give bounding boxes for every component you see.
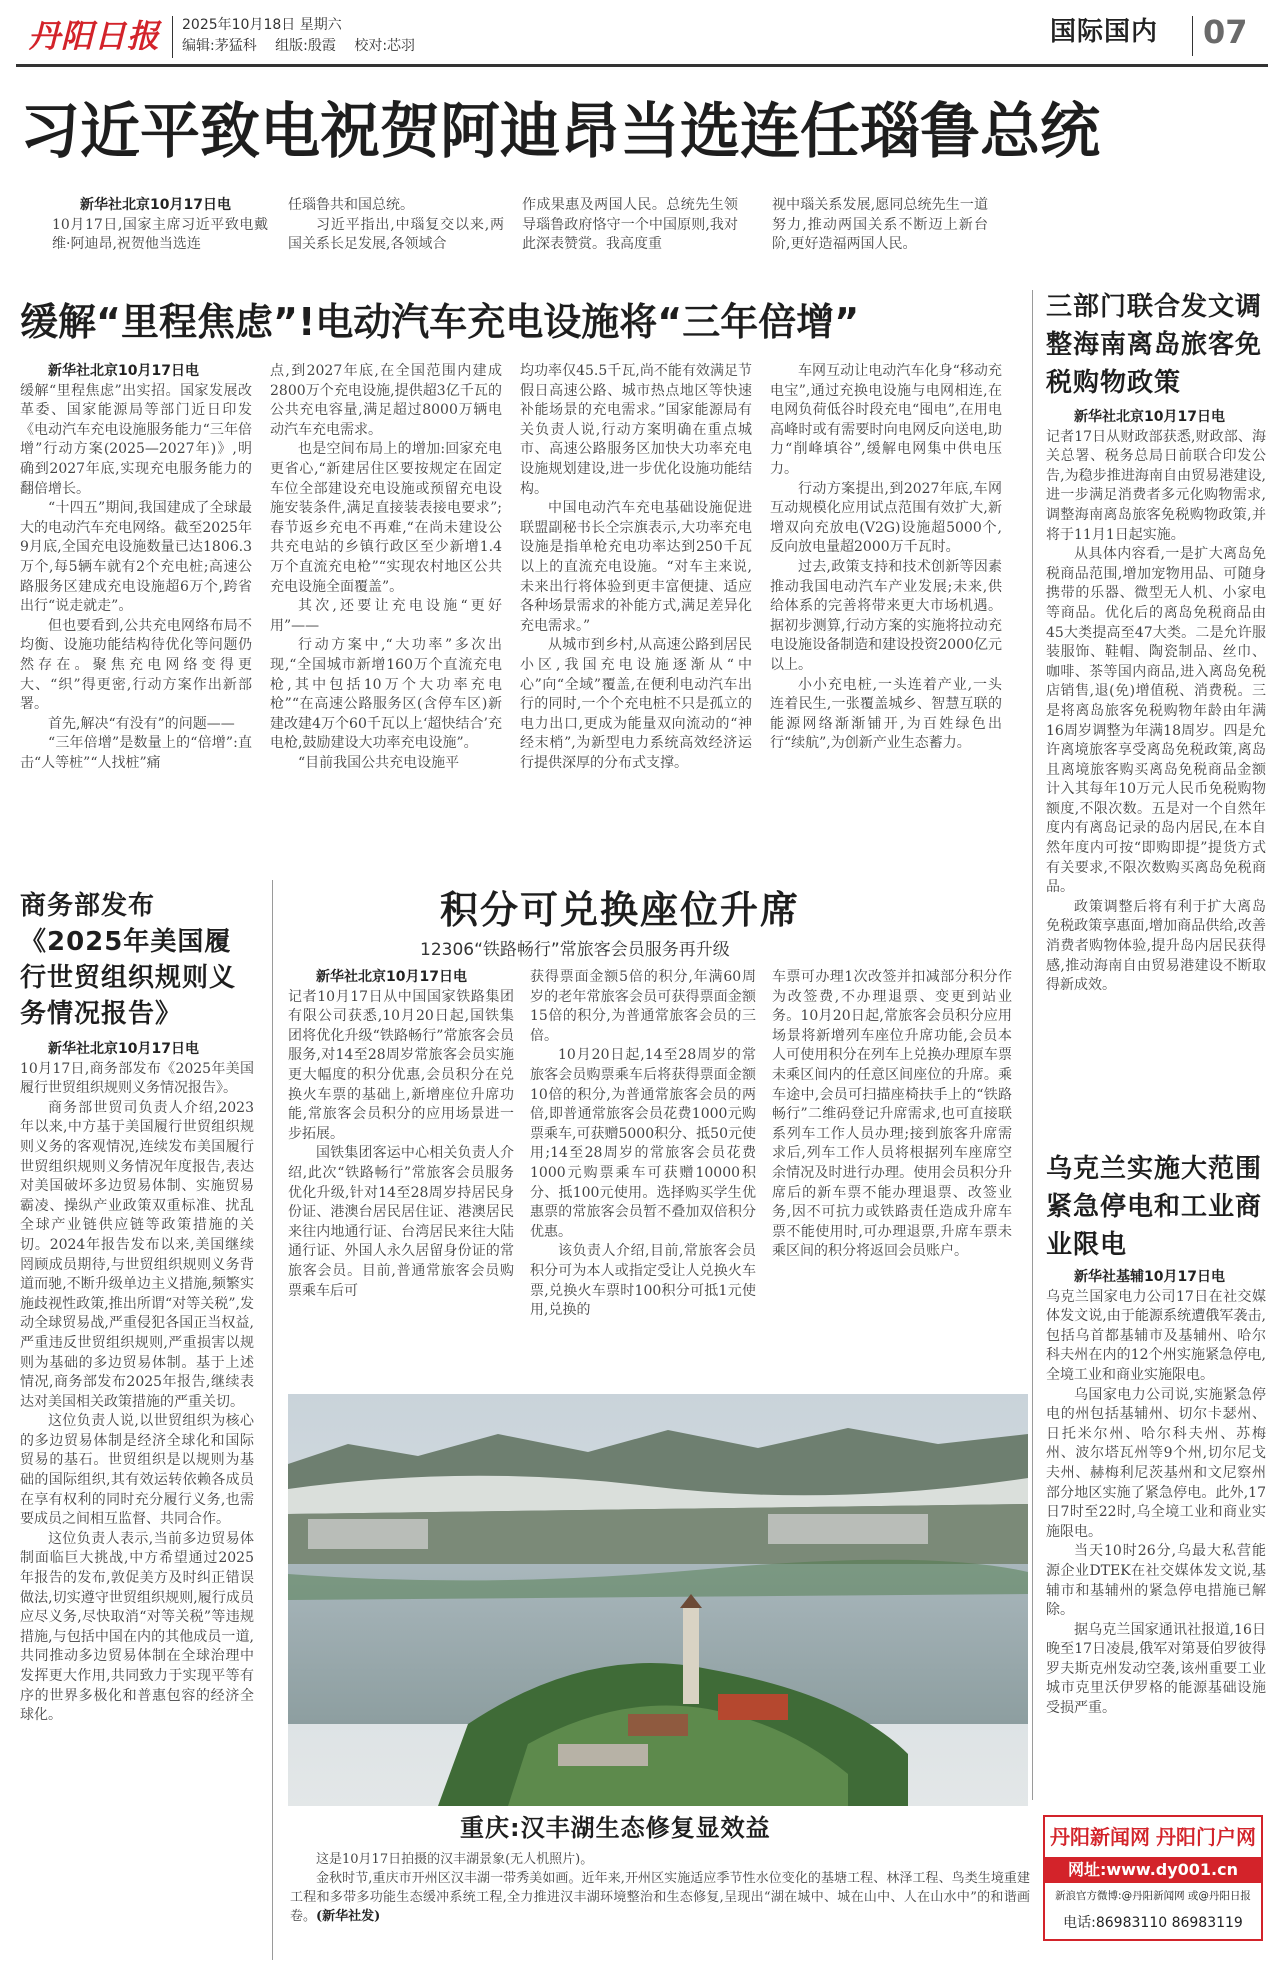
- ev-paragraph: 但也要看到,公共充电网络布局不均衡、设施功能结构待优化等问题仍然存在。聚焦充电网络变得更大、“织”得更密,行动方案作出新部署。: [20, 617, 252, 713]
- lead-paragraph: 视中瑙关系发展,愿同总统先生一道努力,推动两国关系不断迈上新台阶,更好造福两国人民。: [772, 197, 988, 253]
- rail-dateline: 新华社北京10月17日电: [316, 969, 467, 985]
- ev-paragraph: “十四五”期间,我国建成了全球最大的电动汽车充电网络。截至2025年9月底,全国充电设施数量已达1806.3万个,每5辆车就有2个充电桩;高速公路服务区建成充电设施超6万个,跨省出行“说走就走”。: [20, 500, 252, 615]
- photo-credit: (新华社发): [316, 1909, 381, 1924]
- photo-caption: [290, 1850, 1030, 1926]
- photo-caption-line: 这是10月17日拍摄的汉丰湖景象(无人机照片)。: [316, 1852, 594, 1867]
- wto-headline: 商务部发布《2025年美国履行世贸组织规则义务情况报告》: [20, 891, 237, 1029]
- rail-col-2: [530, 968, 756, 1384]
- lead-paragraph: 作成果惠及两国人民。总统先生领导瑙鲁政府恪守一个中国原则,我对此深表赞赏。我高度重: [522, 197, 738, 253]
- issue-date: 2025年10月18日 星期六: [182, 17, 342, 33]
- wto-paragraph: 10月17日,商务部发布《2025年美国履行世贸组织规则义务情况报告》。: [20, 1060, 254, 1097]
- ev-col-1: [20, 362, 252, 870]
- rail-col-1: [288, 968, 514, 1384]
- ev-col-4: [770, 362, 1002, 870]
- hainan-paragraph: 政策调整后将有利于扩大离岛免税政策享惠面,增加商品供给,改善消费者购物体验,提升岛内居民获得感,推动海南自由贸易港建设不断取得新成效。: [1046, 898, 1266, 994]
- photo-caption-text: 金秋时节,重庆市开州区汉丰湖一带秀美如画。近年来,开州区实施适应季节性水位变化的基塘工程、林泽工程、鸟类生境重建工程和多带多功能生态缓冲系统工程,全力推进汉丰湖环境整治和生态修复,呈现出“湖在城中、城在山中、人在山水中”的和谐画卷。: [290, 1871, 1030, 1924]
- ev-paragraph: 过去,政策支持和技术创新等因素推动我国电动汽车产业发展;未来,供给体系的完善将带来更大市场机遇。据初步测算,行动方案的实施将拉动充电设施设备制造和建设投资2000亿元以上。: [770, 558, 1002, 673]
- rail-paragraph: 获得票面金额5倍的积分,年满60周岁的老年常旅客会员可获得票面金额15倍的积分,为普通常旅客会员的三倍。: [530, 969, 756, 1044]
- ev-paragraph: 其次,还要让充电设施“更好用”——: [270, 598, 502, 634]
- ev-paragraph: 也是空间布局上的增加:回家充电更省心,“新建居住区要按规定在固定车位全部建设充电设施或预留充电设施安装条件,满足直接装表接电要求”;春节返乡充电不再难,“在尚未建设公共充电站的乡镇行政区至少新增1.4万个直流充电枪”“实现农村地区公共充电设施全面覆盖”。: [270, 441, 502, 595]
- ev-paragraph: “目前我国公共充电设施平: [298, 754, 460, 771]
- lead-paragraph: 10月17日,国家主席习近平致电戴维·阿迪昂,祝贺他当选连: [52, 216, 268, 253]
- ad-site-1: 丹阳新闻网: [1050, 1825, 1150, 1849]
- ad-phone: 电话:86983110 86983119: [1063, 1915, 1243, 1931]
- photo-caption-body: [290, 1869, 1030, 1926]
- ad-site-names: [1045, 1817, 1261, 1857]
- ukraine-dateline: 新华社基辅10月17日电: [1074, 1269, 1225, 1285]
- masthead-divider: [172, 16, 173, 58]
- ev-headline: 缓解“里程焦虑”!电动汽车充电设施将“三年倍增”: [20, 300, 860, 344]
- aerial-lake-illustration: [288, 1394, 1028, 1806]
- section-divider: [1192, 16, 1193, 56]
- wto-paragraph: 商务部世贸司负责人介绍,2023年以来,中方基于美国履行世贸组织规则义务的客观情况,连续发布美国履行世贸组织规则义务情况年度报告,表达对美国破坏多边贸易体制、实施贸易霸凌、操纵产业政策双重标准、扰乱全球产业链供应链等政策措施的关切。2024年报告发布以来,美国继续罔顾成员期待,与世贸组织规则义务背道而驰,不断升级单边主义措施,频繁实施歧视性政策,推出所谓“对等关税”,发动全球贸易战,严重侵犯各国正当权益,严重违反世贸组织规则,严重损害以规则为基础的多边贸易体制。基于上述情况,商务部发布2025年报告,继续表达对美国相关政策措施的严重关切。: [20, 1099, 254, 1410]
- proofreader-credit: 校对:芯羽: [354, 38, 416, 54]
- ukraine-paragraph: 据乌克兰国家通讯社报道,16日晚至17日凌晨,俄军对第聂伯罗彼得罗夫斯克州发动空袭,该州重要工业城市克里沃伊罗格的能源基础设施受损严重。: [1046, 1621, 1266, 1717]
- left-rail-divider: [272, 880, 273, 1960]
- lead-col-3: [522, 196, 738, 278]
- lead-col-4: [772, 196, 988, 278]
- rail-paragraph: 该负责人介绍,目前,常旅客会员积分可为本人或指定受让人兑换火车票,兑换火车票时100积分可抵1元使用,兑换的: [530, 1243, 756, 1319]
- ev-paragraph: 缓解“里程焦虑”出实招。国家发展改革委、国家能源局等部门近日印发《电动汽车充电设施服务能力“三年倍增”行动方案(2025—2027年)》,明确到2027年底,实现充电服务能力的翻倍增长。: [20, 382, 252, 497]
- ev-paragraph: 车网互动让电动汽车化身“移动充电宝”,通过充换电设施与电网相连,在电网负荷低谷时段充电“囤电”,在用电高峰时或有需要时向电网反向送电,助力“削峰填谷”,缓解电网集中供电压力。: [770, 363, 1002, 477]
- ev-paragraph: 均功率仅45.5千瓦,尚不能有效满足节假日高速公路、城市热点地区等快速补能场景的充电需求。”国家能源局有关负责人说,行动方案明确在重点城市、高速公路服务区加快大功率充电设施规划建设,进一步优化设施功能结构。: [520, 363, 752, 497]
- ad-site-2: 丹阳门户网: [1156, 1825, 1256, 1849]
- hainan-headline: 三部门联合发文调整海南离岛旅客免税购物政策: [1046, 292, 1263, 398]
- ukraine-paragraph: 乌国家电力公司说,实施紧急停电的州包括基辅州、切尔卡瑟州、日托米尔州、哈尔科夫州、苏梅州、波尔塔瓦州等9个州,切尔尼戈夫州、赫梅利尼茨基州和文尼察州部分地区实施了紧急停电。此外,17日7时至22时,乌全境工业和商业实施限电。: [1046, 1386, 1266, 1540]
- wto-paragraph: 这位负责人表示,当前多边贸易体制面临巨大挑战,中方希望通过2025年报告的发布,敦促美方及时纠正错误做法,切实遵守世贸组织规则,履行成员应尽义务,尽快取消“对等关税”等违规措施,与包括中国在内的其他成员一道,共同推动多边贸易体制在全球治理中发挥更大作用,共同致力于实现平等有序的世界多极化和普惠包容的经济全球化。: [20, 1530, 254, 1724]
- wto-dateline: 新华社北京10月17日电: [48, 1041, 199, 1057]
- hainan-paragraph: 记者17日从财政部获悉,财政部、海关总署、税务总局日前联合印发公告,为稳步推进海南自由贸易港建设,进一步满足消费者多元化购物需求,调整海南离岛旅客免税购物政策,并将于11月1日起实施。: [1046, 428, 1266, 543]
- rail-paragraph: 国铁集团客运中心相关负责人介绍,此次“铁路畅行”常旅客会员服务优化升级,针对14至28周岁持居民身份证、港澳台居民居住证、港澳居民来往内地通行证、台湾居民来往大陆通行证、外国人永久居留身份证的常旅客会员。目前,普通常旅客会员购票乘车后可: [288, 1145, 514, 1299]
- hainan-dateline: 新华社北京10月17日电: [1074, 409, 1225, 425]
- masthead-rule: [16, 64, 1268, 67]
- rail-paragraph: 记者10月17日从中国国家铁路集团有限公司获悉,10月20日起,国铁集团将优化升级“铁路畅行”常旅客会员服务,对14至28周岁常旅客会员实施更大幅度的积分优惠,会员积分在兑换火车票的基础上,新增座位升席功能,常旅客会员积分的应用场景进一步拓展。: [288, 988, 514, 1142]
- layout-credit: 组版:殷霞: [275, 38, 336, 54]
- ev-paragraph: 行动方案中,“大功率”多次出现,“全国城市新增160万个直流充电枪,其中包括10万个大功率充电枪”“在高速公路服务区(含停车区)新建改建4万个60千瓦以上‘超快结合’充电枪,鼓励建设大功率充电设施”。: [270, 637, 502, 752]
- hanfeng-lake-photo: [288, 1394, 1028, 1806]
- ukraine-paragraph: 乌克兰国家电力公司17日在社交媒体发文说,由于能源系统遭俄军袭击,包括乌首都基辅市及基辅州、哈尔科夫州在内的12个州实施紧急停电,全境工业和商业实施限电。: [1046, 1288, 1266, 1383]
- ev-paragraph: 中国电动汽车充电基础设施促进联盟副秘书长仝宗旗表示,大功率充电设施是指单枪充电功率达到250千瓦以上的直流充电设施。“对车主来说,未来出行将体验到更丰富便捷、适应各种场景需求的补能方式,满足差异化充电需求。”: [520, 500, 752, 634]
- editor-credit: 编辑:茅猛科: [182, 38, 257, 54]
- rail-paragraph: 10月20日起,14至28周岁的常旅客会员购票乘车后将获得票面金额10倍的积分,为普通常旅客会员的两倍,即普通常旅客会员花费1000元购票乘车,可获赠5000积分、抵50元使用;14至28周岁的常旅客会员花费1000元购票乘车可获赠10000积分、抵100元使用。选择购买学生优惠票的常旅客会员暂不叠加双倍积分优惠。: [530, 1047, 756, 1240]
- lead-col-2: [288, 196, 504, 278]
- ukraine-paragraph: 当天10时26分,乌最大私营能源企业DTEK在社交媒体发文说,基辅市和基辅州的紧急停电措施已解除。: [1046, 1543, 1266, 1619]
- lead-headline: 习近平致电祝贺阿迪昂当选连任瑙鲁总统: [20, 97, 1100, 167]
- ev-paragraph: 小小充电桩,一头连着产业,一头连着民生,一张覆盖城乡、智慧互联的能源网络渐渐铺开,为百姓绿色出行“续航”,为创新产业生态蓄力。: [770, 676, 1002, 752]
- rail-subheadline: 12306“铁路畅行”常旅客会员服务再升级: [420, 940, 730, 960]
- rail-headline: 积分可兑换座位升席: [440, 888, 801, 932]
- hainan-paragraph: 从具体内容看,一是扩大离岛免税商品范围,增加宠物用品、可随身携带的乐器、微型无人机、小家电等商品。优化后的离岛免税商品由45大类提高至47大类。二是允许服装服饰、鞋帽、陶瓷制品、丝巾、咖啡、茶等国内商品,进入离岛免税店销售,退(免)增值税、消费税。三是将离岛旅客免税购物年龄由年满16周岁调整为年满18周岁。四是允许离境旅客享受离岛免税政策,离岛且离境旅客购买离岛免税商品金额计入其每年10万元人民币免税购物额度,不限次数。五是对一个自然年度内有离岛记录的岛内居民,在本自然年度内可按“即购即提”提货方式有关要求,不限次数购买离岛免税商品。: [1046, 546, 1266, 896]
- newspaper-logo: 丹阳日报: [28, 17, 161, 55]
- lead-paragraph: 任瑙鲁共和国总统。: [288, 197, 414, 213]
- right-rail-divider: [1032, 290, 1033, 1800]
- ukraine-headline: 乌克兰实施大范围紧急停电和工业商业限电: [1046, 1154, 1263, 1260]
- lead-dateline: 新华社北京10月17日电: [80, 197, 231, 213]
- ukraine-body: [1046, 1268, 1266, 1719]
- lead-col-1: [52, 196, 268, 278]
- ev-paragraph: 首先,解决“有没有”的问题——: [48, 715, 235, 732]
- rail-col-3: [772, 968, 1012, 1384]
- page-number: 07: [1203, 13, 1248, 51]
- ad-url[interactable]: 网址:www.dy001.cn: [1045, 1857, 1261, 1883]
- photo-title: 重庆:汉丰湖生态修复显效益: [460, 1814, 771, 1842]
- ev-paragraph: 行动方案提出,到2027年底,车网互动规模化应用试点范围有效扩大,新增双向充放电(V2G)设施超5000个,反向放电量超2000万千瓦时。: [770, 480, 1002, 556]
- staff-credits: [182, 37, 429, 55]
- ad-weibo: 新浪官方微博:@丹阳新闻网 或@丹阳日报: [1055, 1890, 1251, 1902]
- ev-col-3: [520, 362, 752, 870]
- wto-paragraph: 这位负责人说,以世贸组织为核心的多边贸易体制是经济全球化和国际贸易的基石。世贸组织是以规则为基础的国际组织,其有效运转依赖各成员在享有权利的同时充分履行义务,也需要成员之间相互监督、共同合作。: [20, 1413, 254, 1528]
- ev-col-2: [270, 362, 502, 870]
- news-site-ad: [1043, 1815, 1263, 1941]
- hainan-body: [1046, 408, 1266, 996]
- ev-paragraph: “三年倍增”是数量上的“倍增”:直击“人等桩”“人找桩”痛: [20, 735, 252, 771]
- section-name: 国际国内: [1050, 17, 1159, 47]
- rail-paragraph: 车票可办理1次改签并扣减部分积分作为改签费,不办理退票、变更到站业务。10月20日起,常旅客会员积分应用场景将新增列车座位升席功能,会员本人可使用积分在列车上兑换办理原车票未乘区间内的任意区间座位的升席。乘车途中,会员可扫描座椅扶手上的“铁路畅行”二维码登记升席需求,也可直接联系列车工作人员办理;接到旅客升席需求后,列车工作人员将根据列车座席空余情况及时进行办理。使用会员积分升席后的新车票不能办理退票、改签业务,因不可抗力或铁路责任造成升席车票不能使用时,可办理退票,升席车票未乘区间的积分将返回会员账户。: [772, 969, 1012, 1260]
- wto-body: [20, 1040, 254, 1726]
- ev-dateline: 新华社北京10月17日电: [48, 363, 199, 379]
- ev-paragraph: 从城市到乡村,从高速公路到居民小区,我国充电设施逐渐从“中心”向“全域”覆盖,在便利电动汽车出行的同时,一个个充电桩不只是孤立的电力出口,更成为能量双向流动的“神经末梢”,为新型电力系统高效经济运行提供深厚的分布式支撑。: [520, 637, 752, 771]
- lead-paragraph: 习近平指出,中瑙复交以来,两国关系长足发展,各领域合: [288, 216, 504, 253]
- ev-paragraph: 点,到2027年底,在全国范围内建成2800万个充电设施,提供超3亿千瓦的公共充电容量,满足超过8000万辆电动汽车充电需求。: [270, 363, 502, 438]
